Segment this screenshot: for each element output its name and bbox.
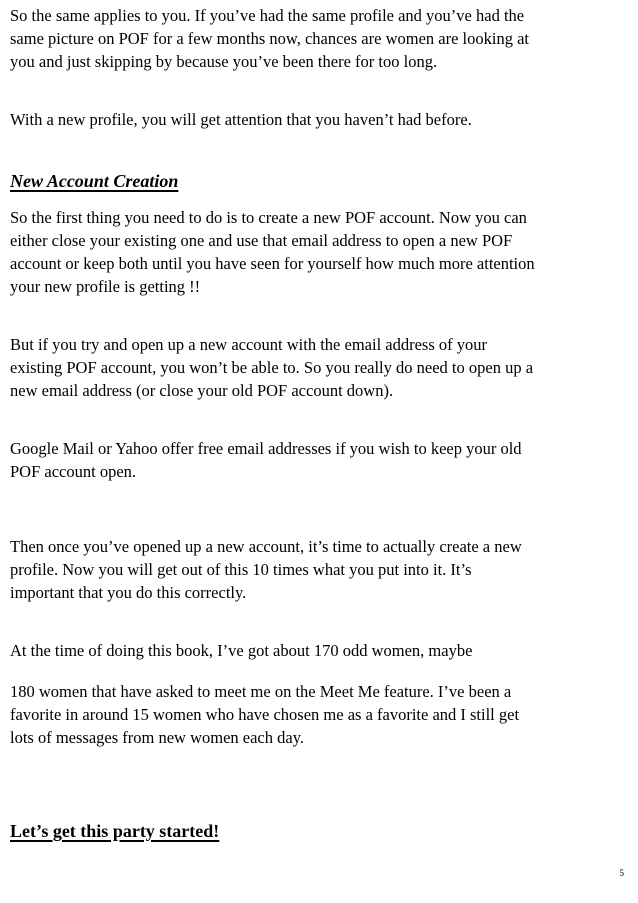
paragraph-create-profile: Then once you’ve opened up a new account, it’s time to actually create a new profile. Now you will get out of this 10 times what you put into it. It’s important that you do this correctly. xyxy=(10,537,522,602)
paragraph-email-address: But if you try and open up a new account with the email address of your existing POF account, you won’t be able to. So you really do need to open up a new email address (or close your old POF account down). xyxy=(10,335,534,400)
paragraph-profile-staleness: So the same applies to you. If you’ve had the same profile and you’ve had the same picture on POF for a few months now, chances are women are looking at you and just skipping by because you’ve been there for too long. xyxy=(10,6,529,71)
paragraph-free-email: Google Mail or Yahoo offer free email addresses if you wish to keep your old POF account open. xyxy=(10,439,522,481)
heading-new-account-creation: New Account Creation xyxy=(10,171,179,191)
paragraph-women-count: At the time of doing this book, I’ve got about 170 odd women, maybe xyxy=(10,641,473,660)
paragraph-new-profile-attention: With a new profile, you will get attention that you haven’t had before. xyxy=(10,110,472,129)
paragraph-create-account: So the first thing you need to do is to create a new POF account. Now you can either close your existing one and use that email address to open a new POF account or keep both until you have seen for yourself how much more attention your new profile is getting !! xyxy=(10,208,535,296)
paragraph-meet-me: 180 women that have asked to meet me on the Meet Me feature. I’ve been a favorite in around 15 women who have chosen me as a favorite and I still get lots of messages from new women each day. xyxy=(10,682,520,747)
page-number: 5 xyxy=(619,868,624,878)
document-page xyxy=(10,0,630,903)
heading-party-started: Let’s get this party started! xyxy=(10,821,220,841)
